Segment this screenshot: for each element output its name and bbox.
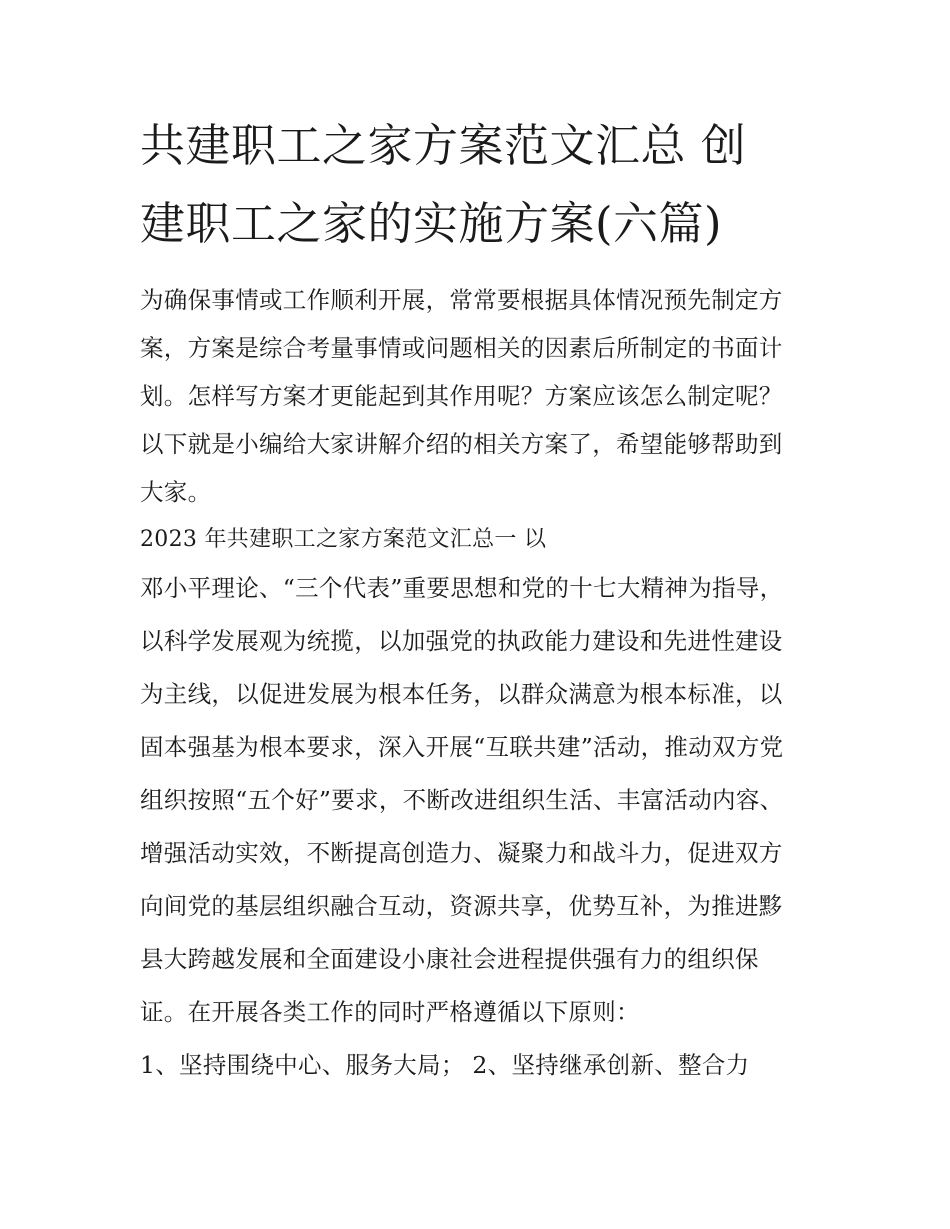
intro-line: 大家。 xyxy=(140,478,212,506)
section-line: 增强活动实效，不断提高创造力、凝聚力和战斗力，促进双方 xyxy=(140,839,783,867)
section-line: 以科学发展观为统揽，以加强党的执政能力建设和先进性建设 xyxy=(140,627,783,655)
section-line: 为主线，以促进发展为根本任务，以群众满意为根本标准，以 xyxy=(140,680,783,708)
section-heading: 2023 年共建职工之家方案范文汇总一 以 xyxy=(140,527,547,552)
section-line: 证。在开展各类工作的同时严格遵循以下原则： xyxy=(140,998,640,1026)
intro-line: 划。怎样写方案才更能起到其作用呢？方案应该怎么制定呢？ xyxy=(140,382,783,410)
section-line: 邓小平理论、“三个代表”重要思想和党的十七大精神为指导， xyxy=(140,574,784,602)
intro-line: 案，方案是综合考量事情或问题相关的因素后所制定的书面计 xyxy=(140,334,783,362)
section-line: 1、坚持围绕中心、服务大局； 2、坚持继承创新、整合力 xyxy=(140,1051,750,1079)
section-line: 向间党的基层组织融合互动，资源共享，优势互补，为推进黟 xyxy=(140,892,783,920)
document-title-line-1: 共建职工之家方案范文汇总 创 xyxy=(140,119,747,172)
section-line: 组织按照“五个好”要求，不断改进组织生活、丰富活动内容、 xyxy=(140,786,784,814)
document-title-line-2: 建职工之家的实施方案(六篇) xyxy=(140,197,723,250)
intro-line: 以下就是小编给大家讲解介绍的相关方案了，希望能够帮助到 xyxy=(140,430,783,458)
intro-line: 为确保事情或工作顺利开展，常常要根据具体情况预先制定方 xyxy=(140,286,783,314)
section-line: 固本强基为根本要求，深入开展“互联共建”活动，推动双方党 xyxy=(140,733,784,761)
section-line: 县大跨越发展和全面建设小康社会进程提供强有力的组织保 xyxy=(140,945,759,973)
